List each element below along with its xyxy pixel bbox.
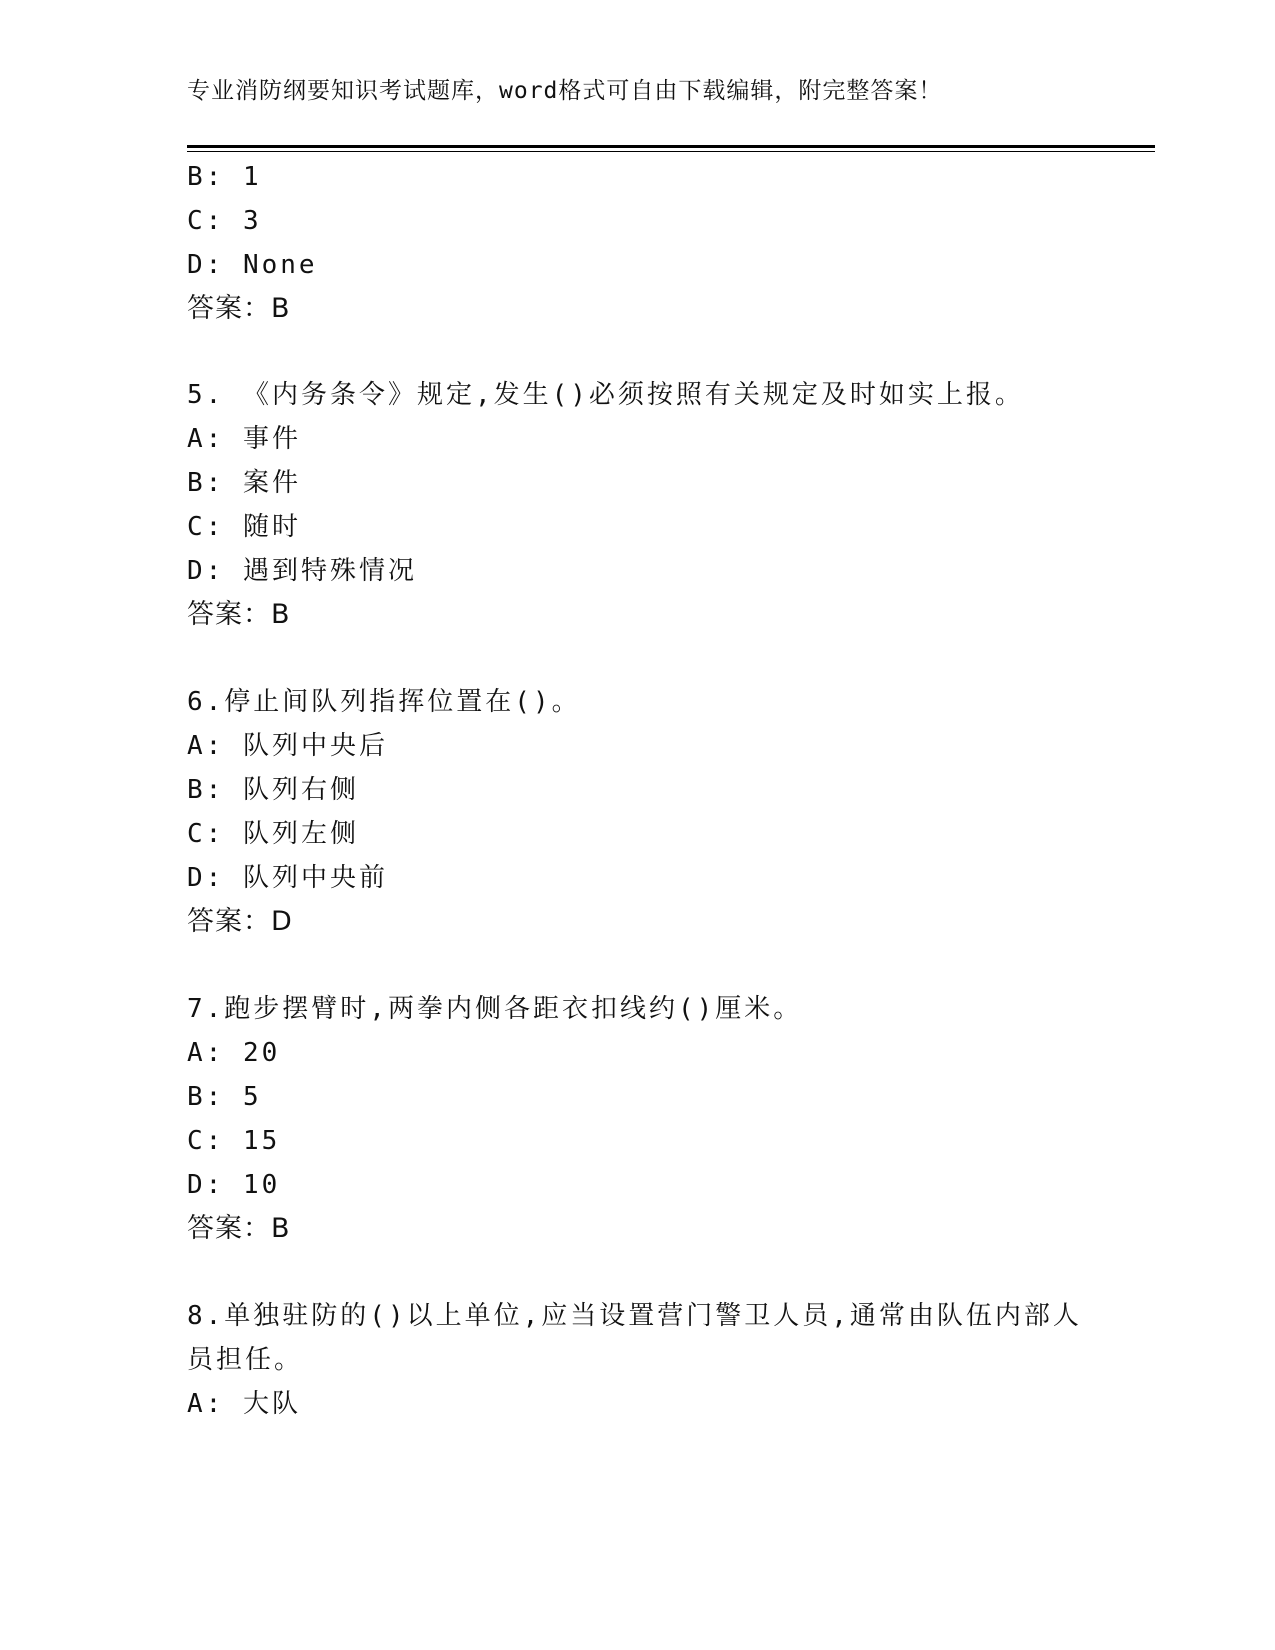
q4-option-d: D: None <box>187 250 318 280</box>
q7-option-c: C: 15 <box>187 1126 281 1156</box>
q6-answer: 答案：D <box>187 906 293 937</box>
q8-option-a: A: 大队 <box>187 1389 301 1419</box>
q8-stem-line1: 8.单独驻防的()以上单位,应当设置营门警卫人员,通常由队伍内部人 <box>187 1301 1082 1331</box>
document-header: 专业消防纲要知识考试题库，word格式可自由下载编辑，附完整答案！ <box>187 78 943 104</box>
q4-option-b: B: 1 <box>187 162 262 192</box>
q5-option-a: A: 事件 <box>187 424 301 454</box>
q6-option-b: B: 队列右侧 <box>187 775 359 805</box>
q6-option-a: A: 队列中央后 <box>187 731 388 761</box>
q7-option-d: D: 10 <box>187 1170 281 1200</box>
q6-option-c: C: 队列左侧 <box>187 819 359 849</box>
q5-option-c: C: 随时 <box>187 512 301 542</box>
header-rule-thin <box>187 151 1155 152</box>
q7-option-b: B: 5 <box>187 1082 262 1112</box>
q7-answer: 答案：B <box>187 1213 291 1244</box>
q7-stem: 7.跑步摆臂时,两拳内侧各距衣扣线约()厘米。 <box>187 994 803 1024</box>
q5-option-d: D: 遇到特殊情况 <box>187 556 417 586</box>
q5-option-b: B: 案件 <box>187 468 301 498</box>
q4-answer: 答案：B <box>187 293 291 324</box>
q6-option-d: D: 队列中央前 <box>187 863 388 893</box>
q6-stem: 6.停止间队列指挥位置在()。 <box>187 687 581 717</box>
q8-stem-line2: 员担任。 <box>187 1345 304 1375</box>
q7-option-a: A: 20 <box>187 1038 281 1068</box>
q5-stem: 5. 《内务条令》规定,发生()必须按照有关规定及时如实上报。 <box>187 380 1024 410</box>
q4-option-c: C: 3 <box>187 206 262 236</box>
q5-answer: 答案：B <box>187 599 291 630</box>
header-rule-thick <box>187 145 1155 148</box>
